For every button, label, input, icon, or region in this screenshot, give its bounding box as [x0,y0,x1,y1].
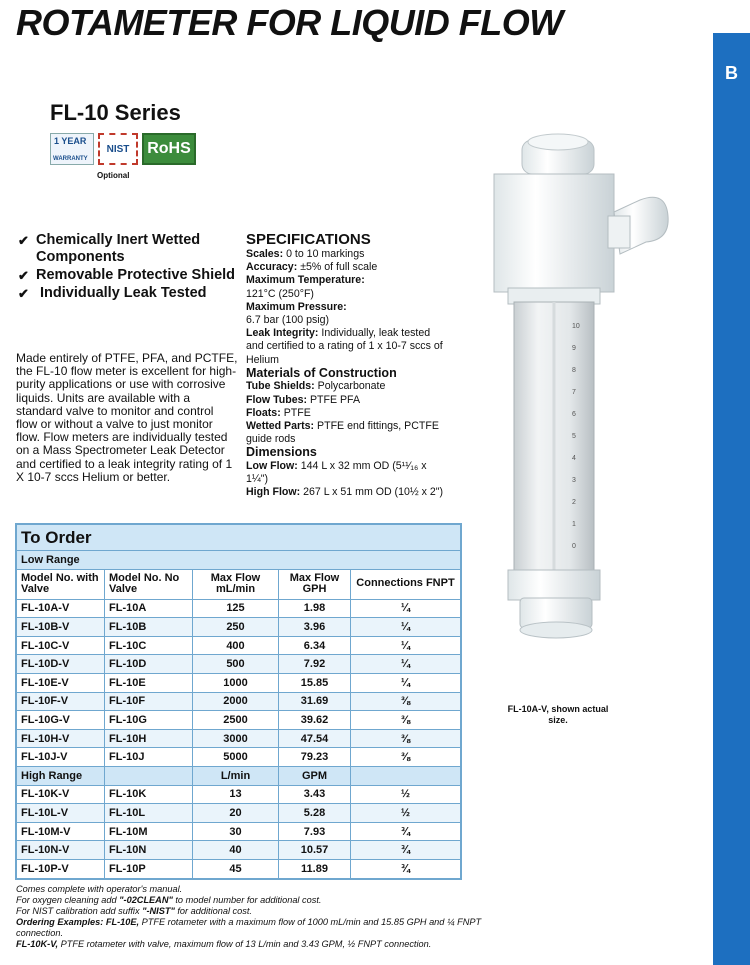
nist-badge [98,133,138,165]
scale-mark-label: 10 [572,323,580,330]
table-cell: FL-10B [105,618,193,637]
column-header: Model No. No Valve [105,569,193,599]
check-icon: ✔ [18,268,29,283]
page-title: ROTAMETER FOR LIQUID FLOW [16,2,563,43]
spec-label: Leak Integrity: [246,327,319,340]
table-row [17,748,461,767]
table-cell: 3000 [193,729,279,748]
check-icon: ✔ [18,286,29,301]
note [16,917,516,939]
spec-value: ±5% of full scale [300,261,378,274]
valve-body [494,174,614,292]
table-cell: 79.23 [279,748,351,767]
specs-heading: SPECIFICATIONS [246,231,371,248]
table-cell: FL-10G-V [17,711,105,730]
scale-mark-label: 9 [572,345,576,352]
spec-value: 267 L x 51 mm OD (10½ x 2") [303,486,444,499]
valve-stem [608,216,630,248]
table-cell: 11.89 [279,859,351,878]
table-cell: FL-10A [105,599,193,618]
spec-label: Scales: [246,248,284,260]
table-cell: ⅜ [351,748,461,767]
spec-label: Low Flow: [246,459,298,472]
high-range-label: High Range [17,766,105,785]
spec-label: Flow Tubes: [246,393,308,406]
table-cell: ⅜ [351,692,461,711]
table-cell: ⅜ [351,711,461,730]
optional-label: Optional [97,171,130,180]
table-cell: 5.28 [279,804,351,823]
table-cell: 45 [193,859,279,878]
table-cell: 30 [193,822,279,841]
table-cell: 10.57 [279,841,351,860]
table-cell: 7.93 [279,822,351,841]
note-text: For NIST calibration add suffix [16,906,143,916]
section-tab-letter: B [725,63,738,83]
spec-value: 121°C (250°F) [246,287,314,300]
table-cell: 7.92 [279,655,351,674]
top-cap-rim [528,134,588,150]
spec-label: Maximum Pressure: [246,300,347,313]
table-row [17,655,461,674]
table-cell: FL-10N [105,841,193,860]
spec-value: PTFE end fittings, PCTFE guide rods [246,419,439,446]
table-cell: FL-10E [105,673,193,692]
table-cell: 1000 [193,673,279,692]
dimensions-heading: Dimensions [246,445,317,460]
lower-collar [508,570,600,600]
feature-item [18,232,238,266]
table-cell: ½ [351,785,461,804]
table-cell: 39.62 [279,711,351,730]
table-row [17,841,461,860]
unit-cell: L/min [193,766,279,785]
scale-mark-label: 0 [572,543,576,550]
table-cell: 47.54 [279,729,351,748]
table-cell: FL-10P [105,859,193,878]
table-cell: 15.85 [279,673,351,692]
low-range-label: Low Range [17,551,461,570]
table-row [17,599,461,618]
table-cell: ¼ [351,636,461,655]
feature-item [18,267,238,284]
table-cell: FL-10J-V [17,748,105,767]
series-title: FL-10 Series [50,100,181,125]
table-row [17,822,461,841]
table-cell: FL-10K [105,785,193,804]
table-row [17,636,461,655]
note: Comes complete with operator's manual. [16,884,183,894]
spec-label: Maximum Temperature: [246,274,365,287]
table-cell: ¾ [351,841,461,860]
table-header-row [17,569,461,599]
table-cell: 40 [193,841,279,860]
table-cell: FL-10A-V [17,599,105,618]
table-cell: FL-10F-V [17,692,105,711]
table-cell: ¼ [351,599,461,618]
table-cell: 2000 [193,692,279,711]
table-cell: 20 [193,804,279,823]
table-row [17,673,461,692]
section-tab [713,33,750,965]
table-cell: FL-10L-V [17,804,105,823]
warranty-year-text: 1 YEAR [54,136,87,146]
warranty-label-text: WARRANTY [53,156,88,162]
note-label: FL-10K-V, [16,939,59,949]
scale-mark-label: 2 [572,499,576,506]
scale-mark-label: 4 [572,455,576,462]
spec-label: Floats: [246,406,281,419]
table-cell: 1.98 [279,599,351,618]
table-cell: ¾ [351,859,461,878]
table-cell: FL-10C [105,636,193,655]
spec-label: Tube Shields: [246,380,315,393]
table-cell: FL-10L [105,804,193,823]
high-range-row [17,766,461,785]
table-cell: 3.43 [279,785,351,804]
table-cell: 3.96 [279,618,351,637]
image-caption: FL-10A-V, shown actual size. [507,704,609,725]
table-row [17,692,461,711]
table-cell: 2500 [193,711,279,730]
specifications [246,231,446,499]
table-cell: FL-10H-V [17,729,105,748]
scale-mark-label: 7 [572,389,576,396]
table-row [17,859,461,878]
unit-cell [351,766,461,785]
table-cell: ½ [351,804,461,823]
note-text: to model number for additional cost. [172,895,322,905]
table-cell: 13 [193,785,279,804]
feature-list [18,232,238,303]
materials-heading: Materials of Construction [246,365,397,380]
scale-mark-label: 1 [572,521,576,528]
table-cell: FL-10D-V [17,655,105,674]
table-cell: FL-10M-V [17,822,105,841]
table-row [17,711,461,730]
rotameter-illustration [480,130,690,700]
table-cell: 250 [193,618,279,637]
table-cell: FL-10K-V [17,785,105,804]
table-cell: FL-10E-V [17,673,105,692]
spec-value: Polycarbonate [317,380,386,393]
spec-value: Individually, leak tested and certified to a rating of 1 x 10-7 sccs of Helium [246,327,443,366]
feature-text: Chemically Inert Wetted Components [36,232,201,265]
table-row [17,804,461,823]
scale-mark-label: 8 [572,367,576,374]
note-label: Ordering Examples: FL-10E, [16,917,140,927]
warranty-badge [50,133,94,165]
spec-label: Wetted Parts: [246,419,315,432]
certification-badges [50,133,196,165]
table-cell: 400 [193,636,279,655]
column-header: Model No. with Valve [17,569,105,599]
table-cell: FL-10H [105,729,193,748]
note-code: "-NIST" [142,906,175,916]
table-cell: ¼ [351,655,461,674]
scale-mark-label: 6 [572,411,576,418]
table-cell: FL-10B-V [17,618,105,637]
table-row [17,618,461,637]
bottom-cap-rim [520,622,592,638]
note [16,895,516,906]
table-cell: ¼ [351,673,461,692]
table-cell: FL-10D [105,655,193,674]
table-cell: FL-10N-V [17,841,105,860]
rohs-badge-text: RoHS [147,140,191,157]
table-cell: ⅜ [351,729,461,748]
table-cell: FL-10M [105,822,193,841]
unit-cell: GPM [279,766,351,785]
footnotes [16,884,516,950]
feature-text: Individually Leak Tested [40,285,207,301]
spec-value: 144 L x 32 mm OD (5¹¹⁄₁₆ x 1¼") [246,459,427,486]
table-cell: FL-10G [105,711,193,730]
column-header: Max Flow mL/min [193,569,279,599]
table-row [17,785,461,804]
table-cell: 6.34 [279,636,351,655]
spec-label: Accuracy: [246,261,298,274]
spec-value: 6.7 bar (100 psig) [246,314,330,327]
feature-text: Removable Protective Shield [36,267,236,283]
table-cell: FL-10F [105,692,193,711]
table-cell: FL-10J [105,748,193,767]
scale-mark-label: 5 [572,433,576,440]
nist-badge-text: NIST [106,143,130,155]
table-cell: ¾ [351,822,461,841]
note [16,906,516,917]
column-header: Max Flow GPH [279,569,351,599]
note-text: PTFE rotameter with valve, maximum flow of 13 L/min and 3.43 GPM, ½ FNPT connection. [58,939,432,949]
order-table [15,523,462,880]
rohs-badge [142,133,196,165]
spec-value: PTFE PFA [309,393,361,406]
unit-cell [105,766,193,785]
column-header: Connections FNPT [351,569,461,599]
note-text: PTFE rotameter with a maximum flow of 1000 mL/min and 15.85 GPH and ¼ FNPT connection. [16,917,482,938]
table-cell: FL-10P-V [17,859,105,878]
spec-label: High Flow: [246,486,301,499]
table-cell: 5000 [193,748,279,767]
note-text: for additional cost. [174,906,252,916]
intro-paragraph: Made entirely of PTFE, PFA, and PCTFE, the FL-10 flow meter is excellent for high-purity applications or use with corrosive liquids. Units are available with a standard valve to monitor and control flow or without a valve to just monitor flow. Flow meters are individually tested on a Mass Spectrometer Leak Detector and certified to a leak integrity rating of 1 X 10-7 sccs Helium or better. [16,351,238,484]
table-cell: ¼ [351,618,461,637]
table-cell: 125 [193,599,279,618]
note-text: For oxygen cleaning add [16,895,120,905]
scale-mark-label: 3 [572,477,576,484]
note-code: "-02CLEAN" [119,895,173,905]
feature-item [18,285,238,302]
order-title: To Order [17,525,461,551]
spec-value: PTFE [283,406,311,419]
check-icon: ✔ [18,233,29,248]
table-cell: 31.69 [279,692,351,711]
table-cell: FL-10C-V [17,636,105,655]
table-cell: 500 [193,655,279,674]
note [16,939,516,950]
table-row [17,729,461,748]
spec-value: 0 to 10 markings [286,248,365,260]
